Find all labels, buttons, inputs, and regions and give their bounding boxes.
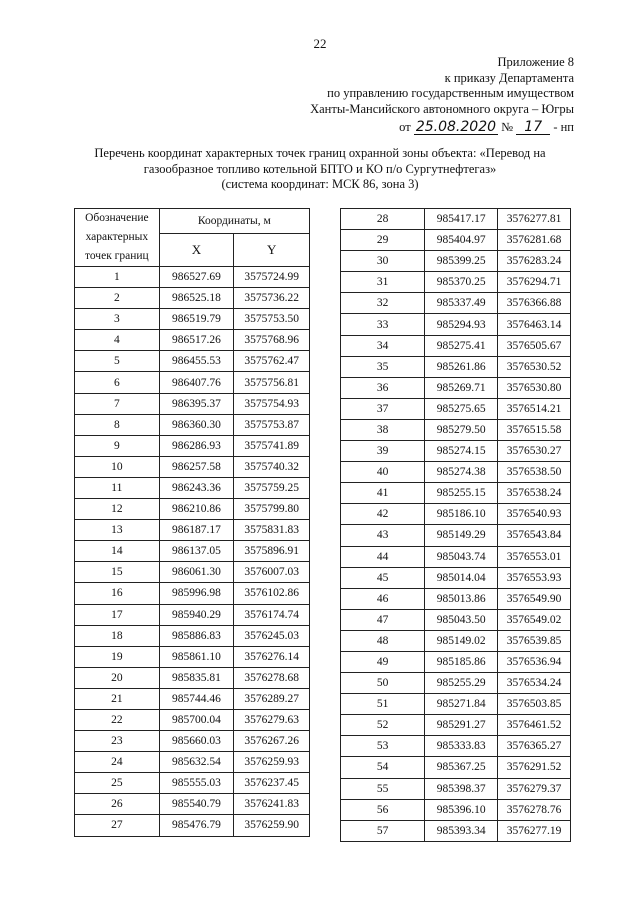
- table-row: [341, 799, 571, 820]
- point-number-cell: 53: [341, 736, 425, 757]
- point-number-cell: 3: [75, 309, 160, 330]
- table-row: [341, 525, 571, 546]
- table-row: [75, 414, 310, 435]
- point-number-cell: 36: [341, 377, 425, 398]
- table-row: [341, 462, 571, 483]
- title-line-1: Перечень координат характерных точек границ охранной зоны объекта: «Перевод на: [94, 146, 546, 160]
- x-coordinate-cell: 986525.18: [159, 288, 234, 309]
- y-coordinate-cell: 3576540.93: [498, 504, 571, 525]
- x-coordinate-cell: 985274.15: [425, 441, 498, 462]
- table-row: [341, 715, 571, 736]
- x-coordinate-cell: 985333.83: [425, 736, 498, 757]
- y-coordinate-cell: 3576543.84: [498, 525, 571, 546]
- point-number-cell: 54: [341, 757, 425, 778]
- y-coordinate-cell: 3575831.83: [234, 520, 310, 541]
- y-coordinate-cell: 3575754.93: [234, 393, 310, 414]
- x-coordinate-cell: 985271.84: [425, 694, 498, 715]
- point-number-cell: 51: [341, 694, 425, 715]
- table-row: [341, 757, 571, 778]
- y-coordinate-cell: 3575896.91: [234, 541, 310, 562]
- table-row: [341, 209, 571, 230]
- table-row: [341, 419, 571, 440]
- table-row: [75, 731, 310, 752]
- appendix-line-3: по управлению государственным имуществом: [327, 86, 574, 100]
- point-number-cell: 35: [341, 356, 425, 377]
- y-coordinate-cell: 3576294.71: [498, 272, 571, 293]
- document-title: [70, 146, 570, 193]
- y-coordinate-cell: 3576534.24: [498, 673, 571, 694]
- y-coordinate-cell: 3576553.93: [498, 567, 571, 588]
- x-coordinate-cell: 985294.93: [425, 314, 498, 335]
- table-row: [75, 752, 310, 773]
- table-row: [341, 588, 571, 609]
- y-coordinate-cell: 3576245.03: [234, 625, 310, 646]
- y-coordinate-cell: 3576102.86: [234, 583, 310, 604]
- handwritten-date: 25.08.2020: [415, 119, 497, 135]
- x-coordinate-cell: 986257.58: [159, 456, 234, 477]
- point-number-cell: 12: [75, 499, 160, 520]
- y-coordinate-cell: 3575768.96: [234, 330, 310, 351]
- point-number-cell: 20: [75, 667, 160, 688]
- table-row: [75, 330, 310, 351]
- x-coordinate-cell: 985417.17: [425, 209, 498, 230]
- table-row: [75, 520, 310, 541]
- point-number-cell: 48: [341, 630, 425, 651]
- point-number-cell: 8: [75, 414, 160, 435]
- table-row: [75, 773, 310, 794]
- y-coordinate-cell: 3575762.47: [234, 351, 310, 372]
- x-coordinate-cell: 985261.86: [425, 356, 498, 377]
- table-header-row: [75, 209, 310, 234]
- table-row: [75, 625, 310, 646]
- x-coordinate-cell: 985291.27: [425, 715, 498, 736]
- point-number-cell: 23: [75, 731, 160, 752]
- table-row: [341, 441, 571, 462]
- point-number-cell: 22: [75, 709, 160, 730]
- point-number-cell: 18: [75, 625, 160, 646]
- x-coordinate-cell: 986519.79: [159, 309, 234, 330]
- table-row: [341, 546, 571, 567]
- table-row: [341, 483, 571, 504]
- table-row: [341, 272, 571, 293]
- table-row: [75, 351, 310, 372]
- point-number-cell: 55: [341, 778, 425, 799]
- y-coordinate-cell: 3576530.80: [498, 377, 571, 398]
- y-coordinate-cell: 3576505.67: [498, 335, 571, 356]
- title-line-3: (система координат: МСК 86, зона 3): [221, 177, 419, 191]
- y-coordinate-cell: 3576241.83: [234, 794, 310, 815]
- point-label-header: [75, 209, 160, 267]
- y-coordinate-cell: 3575724.99: [234, 267, 310, 288]
- point-label-line-3: точек границ: [84, 250, 149, 262]
- x-coordinate-cell: 985540.79: [159, 794, 234, 815]
- x-coordinate-cell: 985886.83: [159, 625, 234, 646]
- table-row: [75, 562, 310, 583]
- x-coordinate-cell: 986395.37: [159, 393, 234, 414]
- y-coordinate-cell: 3576553.01: [498, 546, 571, 567]
- y-coordinate-cell: 3576291.52: [498, 757, 571, 778]
- y-coordinate-cell: 3575799.80: [234, 499, 310, 520]
- x-header: X: [159, 234, 234, 267]
- table-row: [341, 778, 571, 799]
- x-coordinate-cell: 985744.46: [159, 688, 234, 709]
- x-coordinate-cell: 985399.25: [425, 251, 498, 272]
- point-number-cell: 34: [341, 335, 425, 356]
- point-number-cell: 26: [75, 794, 160, 815]
- table-row: [341, 251, 571, 272]
- point-number-cell: 9: [75, 435, 160, 456]
- point-number-cell: 41: [341, 483, 425, 504]
- y-coordinate-cell: 3576365.27: [498, 736, 571, 757]
- x-coordinate-cell: 986187.17: [159, 520, 234, 541]
- point-number-cell: 25: [75, 773, 160, 794]
- x-coordinate-cell: 985996.98: [159, 583, 234, 604]
- table-body-left: [75, 267, 310, 837]
- x-coordinate-cell: 985337.49: [425, 293, 498, 314]
- x-coordinate-cell: 986061.30: [159, 562, 234, 583]
- title-line-2: газообразное топливо котельной БПТО и КО п/о Сургутнефтегаз»: [143, 161, 497, 176]
- x-coordinate-cell: 985013.86: [425, 588, 498, 609]
- table-row: [75, 688, 310, 709]
- y-coordinate-cell: 3576279.37: [498, 778, 571, 799]
- point-number-cell: 39: [341, 441, 425, 462]
- y-coordinate-cell: 3576277.81: [498, 209, 571, 230]
- point-number-cell: 5: [75, 351, 160, 372]
- table-row: [341, 820, 571, 841]
- x-coordinate-cell: 985255.29: [425, 673, 498, 694]
- x-coordinate-cell: 985014.04: [425, 567, 498, 588]
- table-row: [75, 541, 310, 562]
- y-coordinate-cell: 3576277.19: [498, 820, 571, 841]
- point-number-cell: 24: [75, 752, 160, 773]
- point-number-cell: 30: [341, 251, 425, 272]
- x-coordinate-cell: 985835.81: [159, 667, 234, 688]
- point-number-cell: 7: [75, 393, 160, 414]
- table-row: [341, 673, 571, 694]
- table-row: [75, 309, 310, 330]
- y-coordinate-cell: 3576549.90: [498, 588, 571, 609]
- table-row: [75, 435, 310, 456]
- table-row: [341, 377, 571, 398]
- point-number-cell: 14: [75, 541, 160, 562]
- y-coordinate-cell: 3576259.93: [234, 752, 310, 773]
- point-number-cell: 37: [341, 398, 425, 419]
- y-coordinate-cell: 3576007.03: [234, 562, 310, 583]
- point-number-cell: 40: [341, 462, 425, 483]
- table-row: [341, 504, 571, 525]
- coords-header: Координаты, м: [159, 209, 309, 234]
- point-number-cell: 21: [75, 688, 160, 709]
- x-coordinate-cell: 985043.50: [425, 609, 498, 630]
- y-coordinate-cell: 3576538.24: [498, 483, 571, 504]
- point-number-cell: 17: [75, 604, 160, 625]
- table-row: [341, 314, 571, 335]
- order-date-number-line: [310, 120, 574, 136]
- x-coordinate-cell: 985274.38: [425, 462, 498, 483]
- y-coordinate-cell: 3575753.87: [234, 414, 310, 435]
- x-coordinate-cell: 986243.36: [159, 477, 234, 498]
- x-coordinate-cell: 985700.04: [159, 709, 234, 730]
- point-number-cell: 15: [75, 562, 160, 583]
- x-coordinate-cell: 985043.74: [425, 546, 498, 567]
- number-prefix: №: [501, 120, 514, 134]
- table-row: [75, 667, 310, 688]
- y-coordinate-cell: 3576289.27: [234, 688, 310, 709]
- x-coordinate-cell: 985186.10: [425, 504, 498, 525]
- y-coordinate-cell: 3576539.85: [498, 630, 571, 651]
- table-row: [341, 398, 571, 419]
- point-number-cell: 57: [341, 820, 425, 841]
- point-number-cell: 19: [75, 646, 160, 667]
- table-row: [75, 815, 310, 836]
- table-row: [75, 709, 310, 730]
- point-number-cell: 31: [341, 272, 425, 293]
- table-row: [341, 630, 571, 651]
- table-row: [341, 609, 571, 630]
- x-coordinate-cell: 986360.30: [159, 414, 234, 435]
- x-coordinate-cell: 985279.50: [425, 419, 498, 440]
- y-coordinate-cell: 3576237.45: [234, 773, 310, 794]
- point-number-cell: 42: [341, 504, 425, 525]
- x-coordinate-cell: 985255.15: [425, 483, 498, 504]
- point-number-cell: 46: [341, 588, 425, 609]
- point-number-cell: 13: [75, 520, 160, 541]
- point-number-cell: 16: [75, 583, 160, 604]
- coordinates-table-right: [340, 208, 571, 842]
- x-coordinate-cell: 986137.05: [159, 541, 234, 562]
- point-number-cell: 49: [341, 651, 425, 672]
- point-number-cell: 6: [75, 372, 160, 393]
- table-row: [75, 794, 310, 815]
- number-suffix: - нп: [553, 120, 574, 134]
- y-coordinate-cell: 3576538.50: [498, 462, 571, 483]
- x-coordinate-cell: 985398.37: [425, 778, 498, 799]
- point-number-cell: 11: [75, 477, 160, 498]
- point-number-cell: 44: [341, 546, 425, 567]
- table-row: [341, 335, 571, 356]
- point-number-cell: 56: [341, 799, 425, 820]
- y-coordinate-cell: 3576259.90: [234, 815, 310, 836]
- x-coordinate-cell: 986210.86: [159, 499, 234, 520]
- table-row: [341, 651, 571, 672]
- appendix-line-2: к приказу Департамента: [444, 70, 574, 85]
- handwritten-number: 17: [516, 120, 550, 135]
- page-number: 22: [313, 36, 327, 51]
- x-coordinate-cell: 985396.10: [425, 799, 498, 820]
- y-coordinate-cell: 3576366.88: [498, 293, 571, 314]
- table-row: [341, 736, 571, 757]
- appendix-line-1: Приложение 8: [497, 55, 574, 69]
- coordinates-table-left: [74, 208, 310, 837]
- table-row: [75, 646, 310, 667]
- table-row: [341, 293, 571, 314]
- table-body-right: [341, 209, 571, 842]
- table-row: [75, 288, 310, 309]
- point-number-cell: 38: [341, 419, 425, 440]
- point-number-cell: 45: [341, 567, 425, 588]
- x-coordinate-cell: 985370.25: [425, 272, 498, 293]
- point-number-cell: 33: [341, 314, 425, 335]
- x-coordinate-cell: 985275.65: [425, 398, 498, 419]
- x-coordinate-cell: 985660.03: [159, 731, 234, 752]
- y-coordinate-cell: 3576461.52: [498, 715, 571, 736]
- point-number-cell: 2: [75, 288, 160, 309]
- point-number-cell: 4: [75, 330, 160, 351]
- x-coordinate-cell: 985149.02: [425, 630, 498, 651]
- date-prefix: от: [399, 120, 411, 134]
- x-coordinate-cell: 986407.76: [159, 372, 234, 393]
- x-coordinate-cell: 986455.53: [159, 351, 234, 372]
- y-coordinate-cell: 3576463.14: [498, 314, 571, 335]
- point-number-cell: 29: [341, 230, 425, 251]
- table-row: [341, 230, 571, 251]
- y-coordinate-cell: 3576281.68: [498, 230, 571, 251]
- y-coordinate-cell: 3576514.21: [498, 398, 571, 419]
- point-number-cell: 52: [341, 715, 425, 736]
- point-number-cell: 32: [341, 293, 425, 314]
- point-number-cell: 1: [75, 267, 160, 288]
- x-coordinate-cell: 986286.93: [159, 435, 234, 456]
- y-coordinate-cell: 3575756.81: [234, 372, 310, 393]
- y-coordinate-cell: 3576278.68: [234, 667, 310, 688]
- y-coordinate-cell: 3576503.85: [498, 694, 571, 715]
- point-label-line-1: Обозначение: [85, 212, 149, 224]
- x-coordinate-cell: 985861.10: [159, 646, 234, 667]
- y-coordinate-cell: 3576276.14: [234, 646, 310, 667]
- x-coordinate-cell: 985367.25: [425, 757, 498, 778]
- x-coordinate-cell: 985940.29: [159, 604, 234, 625]
- y-coordinate-cell: 3576536.94: [498, 651, 571, 672]
- x-coordinate-cell: 985185.86: [425, 651, 498, 672]
- x-coordinate-cell: 985476.79: [159, 815, 234, 836]
- y-coordinate-cell: 3575736.22: [234, 288, 310, 309]
- appendix-block: [310, 55, 574, 136]
- y-header: Y: [234, 234, 310, 267]
- table-row: [75, 499, 310, 520]
- table-row: [75, 477, 310, 498]
- table-row: [75, 393, 310, 414]
- y-coordinate-cell: 3575759.25: [234, 477, 310, 498]
- point-number-cell: 43: [341, 525, 425, 546]
- y-coordinate-cell: 3576530.27: [498, 441, 571, 462]
- table-row: [75, 456, 310, 477]
- x-coordinate-cell: 985275.41: [425, 335, 498, 356]
- y-coordinate-cell: 3576549.02: [498, 609, 571, 630]
- y-coordinate-cell: 3575753.50: [234, 309, 310, 330]
- y-coordinate-cell: 3576174.74: [234, 604, 310, 625]
- y-coordinate-cell: 3576267.26: [234, 731, 310, 752]
- point-number-cell: 10: [75, 456, 160, 477]
- point-number-cell: 50: [341, 673, 425, 694]
- table-row: [341, 567, 571, 588]
- y-coordinate-cell: 3575741.89: [234, 435, 310, 456]
- point-label-line-2: характерных: [85, 231, 149, 243]
- table-row: [341, 694, 571, 715]
- y-coordinate-cell: 3575740.32: [234, 456, 310, 477]
- table-row: [341, 356, 571, 377]
- y-coordinate-cell: 3576278.76: [498, 799, 571, 820]
- appendix-line-4: Ханты-Мансийского автономного округа – Югры: [310, 101, 574, 116]
- point-number-cell: 27: [75, 815, 160, 836]
- y-coordinate-cell: 3576283.24: [498, 251, 571, 272]
- point-number-cell: 28: [341, 209, 425, 230]
- table-row: [75, 583, 310, 604]
- y-coordinate-cell: 3576279.63: [234, 709, 310, 730]
- y-coordinate-cell: 3576515.58: [498, 419, 571, 440]
- y-coordinate-cell: 3576530.52: [498, 356, 571, 377]
- table-row: [75, 372, 310, 393]
- x-coordinate-cell: 985393.34: [425, 820, 498, 841]
- table-row: [75, 267, 310, 288]
- x-coordinate-cell: 986527.69: [159, 267, 234, 288]
- x-coordinate-cell: 985404.97: [425, 230, 498, 251]
- x-coordinate-cell: 985555.03: [159, 773, 234, 794]
- x-coordinate-cell: 985632.54: [159, 752, 234, 773]
- x-coordinate-cell: 985269.71: [425, 377, 498, 398]
- x-coordinate-cell: 986517.26: [159, 330, 234, 351]
- table-row: [75, 604, 310, 625]
- x-coordinate-cell: 985149.29: [425, 525, 498, 546]
- point-number-cell: 47: [341, 609, 425, 630]
